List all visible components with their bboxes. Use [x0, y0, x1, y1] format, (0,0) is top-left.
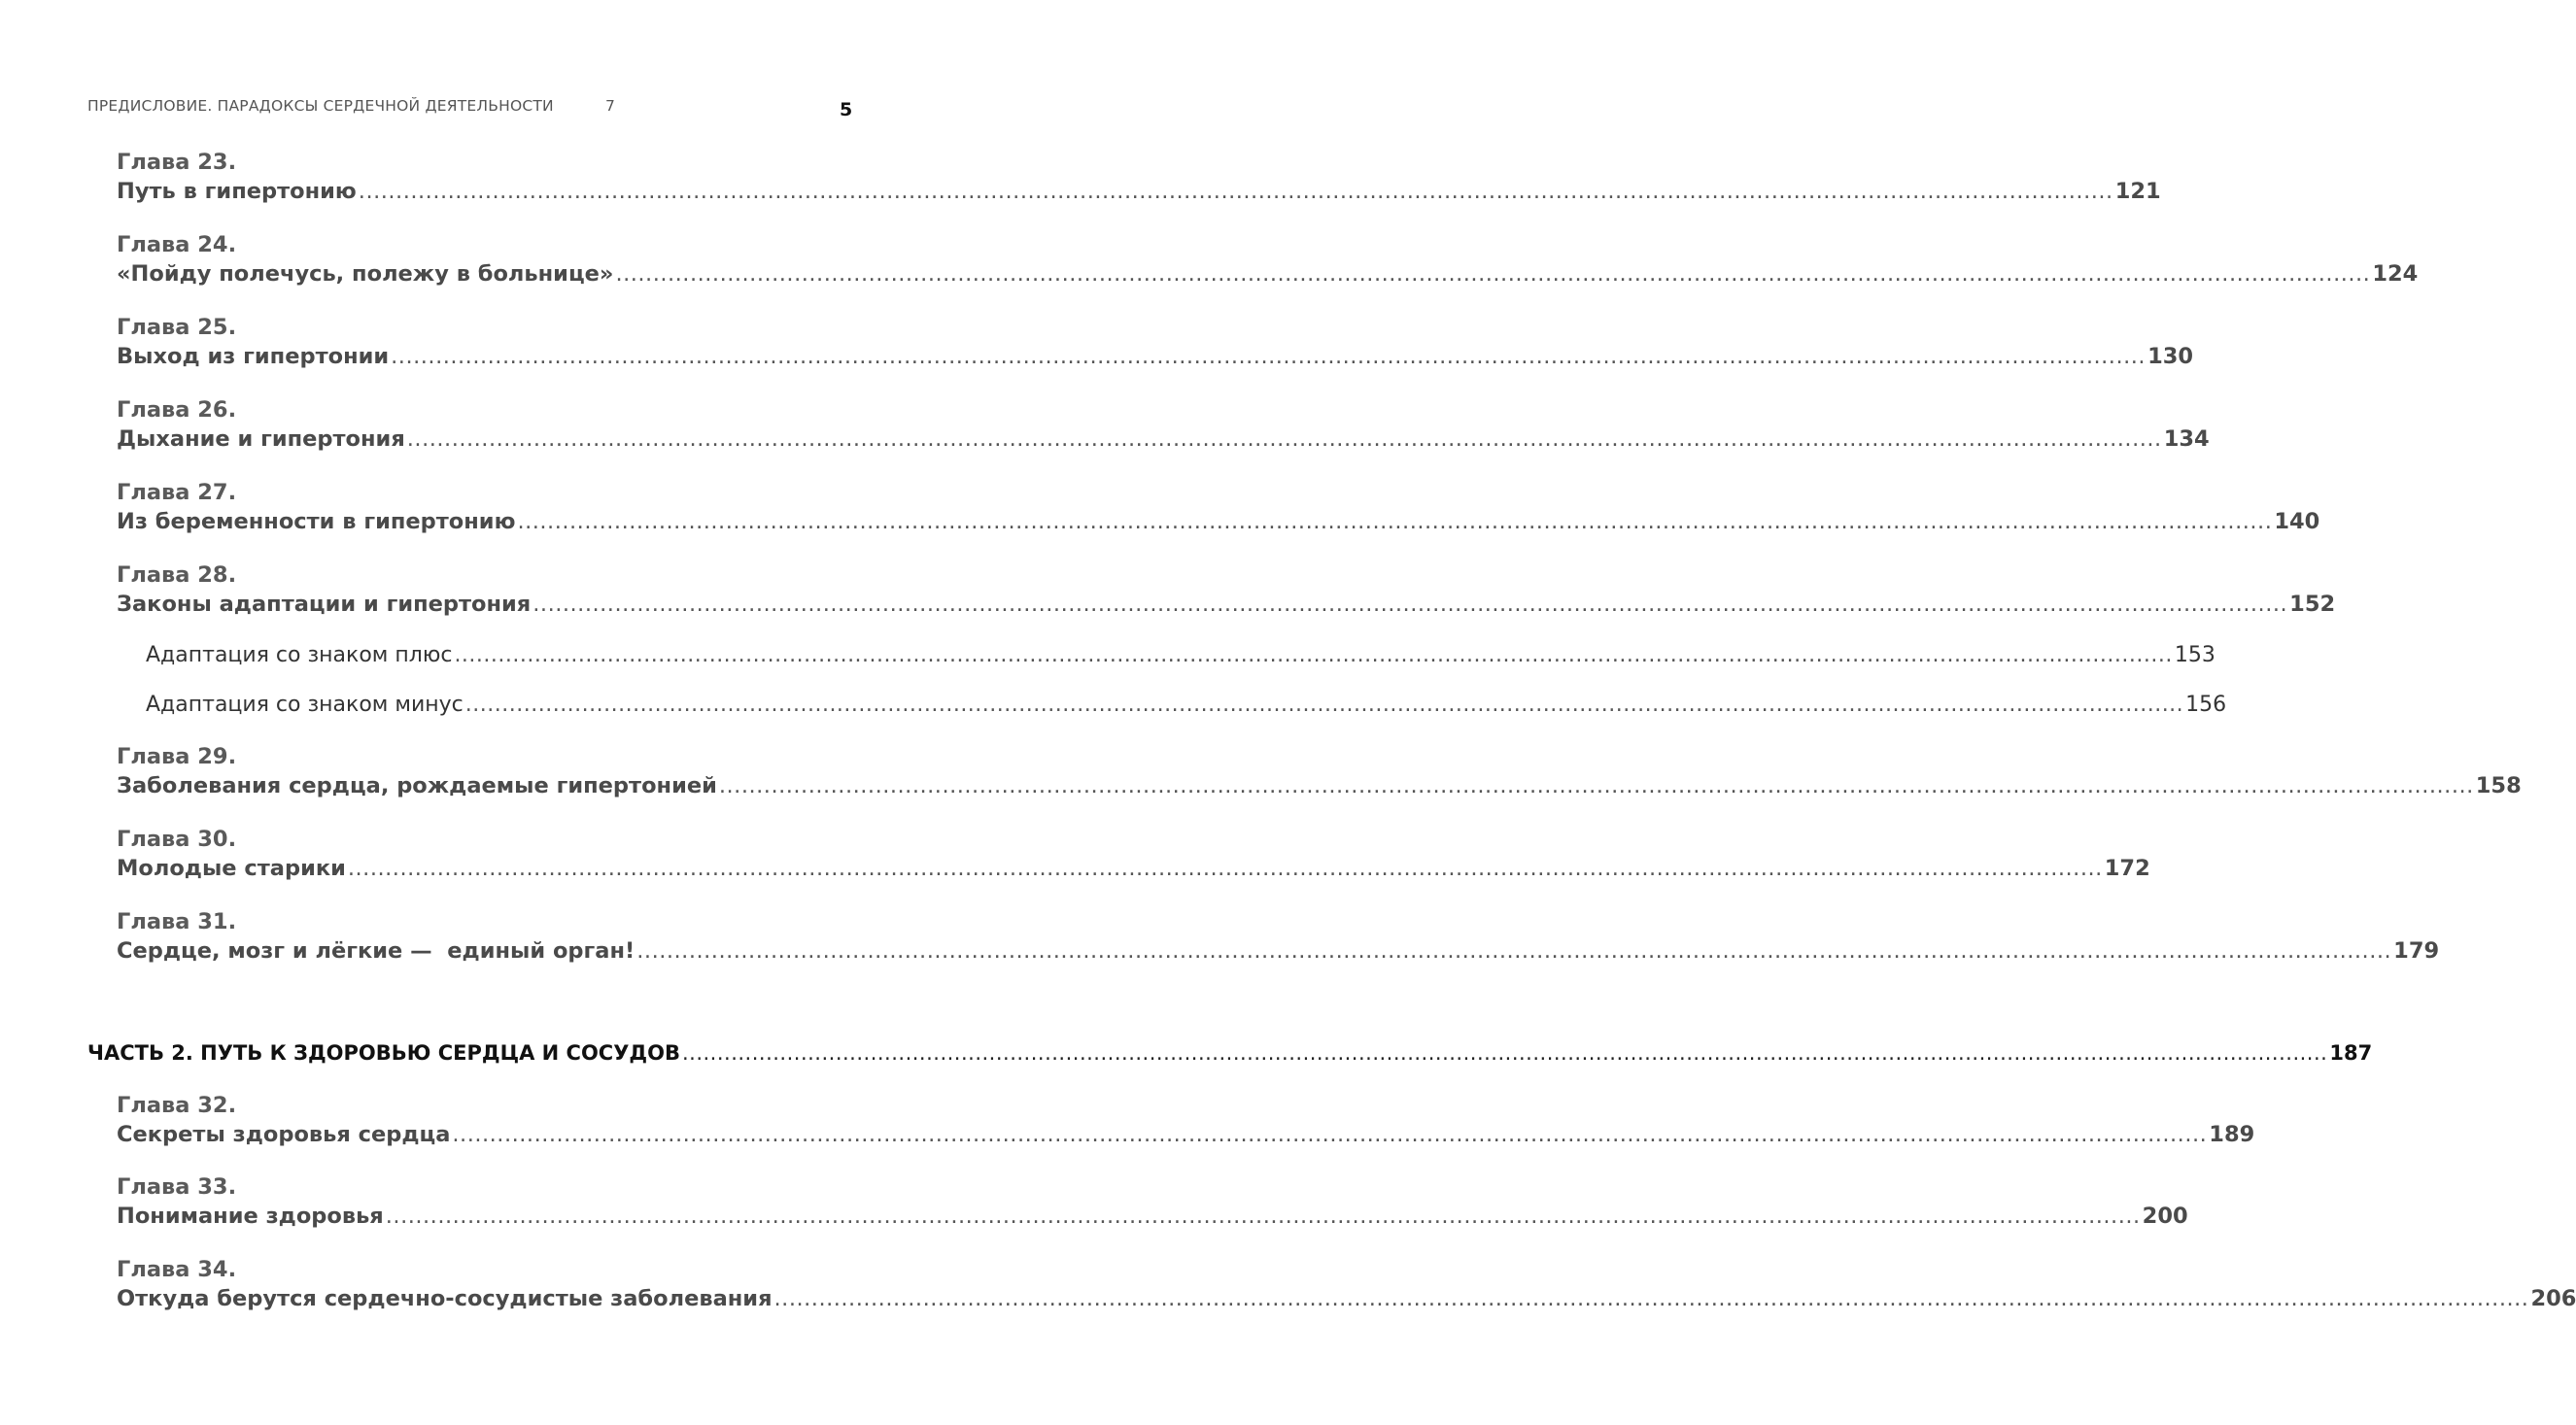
running-number: 7 [604, 97, 616, 115]
chapter-title: Дыхание и гипертония [117, 426, 405, 452]
dot-leader: ............................................................................................................................................................................................................................................ [454, 643, 2173, 667]
running-head [87, 97, 615, 115]
chapter-title: «Пойду полечусь, полежу в больнице» [117, 261, 614, 287]
toc-line [87, 1038, 2373, 1068]
chapter-title: Выход из гипертонии [117, 344, 390, 369]
dot-leader: ............................................................................................................................................................................................................................................ [385, 1204, 2141, 1229]
chapter-title: Сердце, мозг и лёгкие — единый орган! [117, 938, 635, 964]
dot-leader: ............................................................................................................................................................................................................................................ [406, 426, 2162, 452]
part-title: ЧАСТЬ 2. ПУТЬ К ЗДОРОВЬЮ СЕРДЦА И СОСУДОВ [87, 1041, 680, 1065]
subsection-page: 156 [2185, 693, 2227, 717]
dot-leader: ............................................................................................................................................................................................................................................ [773, 1286, 2529, 1311]
chapter-label: Глава 23. [117, 150, 237, 175]
toc-entry-chapter-28[interactable] [117, 560, 2336, 619]
chapter-label: Глава 26. [117, 397, 237, 423]
chapter-label: Глава 25. [117, 315, 237, 340]
chapter-page: 189 [2209, 1122, 2255, 1147]
chapter-title: Законы адаптации и гипертония [117, 592, 532, 617]
dot-leader: ............................................................................................................................................................................................................................................ [517, 509, 2273, 534]
dot-leader: ............................................................................................................................................................................................................................................ [615, 261, 2371, 287]
toc-line [117, 771, 2522, 800]
chapter-page: 124 [2372, 261, 2419, 287]
toc-entry-subsection-minus[interactable] [146, 691, 2227, 720]
toc-entry-chapter-27[interactable] [117, 478, 2320, 536]
dot-leader: ............................................................................................................................................................................................................................................ [464, 693, 2184, 717]
dot-leader: ............................................................................................................................................................................................................................................ [358, 179, 2113, 204]
chapter-label: Глава 24. [117, 232, 237, 257]
toc-line [117, 854, 2150, 883]
chapter-title: Путь в гипертонию [117, 179, 357, 204]
chapter-page: 158 [2475, 773, 2522, 798]
toc-line [117, 424, 2210, 454]
toc-entry-chapter-29[interactable] [117, 742, 2522, 800]
chapter-label: Глава 34. [117, 1257, 237, 1282]
toc-entry-chapter-33[interactable] [117, 1172, 2188, 1231]
toc-entry-part-2[interactable] [87, 1038, 2373, 1068]
chapter-page: 200 [2142, 1204, 2188, 1229]
running-title: ПРЕДИСЛОВИЕ. ПАРАДОКСЫ СЕРДЕЧНОЙ ДЕЯТЕЛЬНОСТИ [87, 97, 554, 115]
chapter-page: 206 [2530, 1286, 2576, 1311]
toc-entry-subsection-plus[interactable] [146, 641, 2215, 670]
subsection-title: Адаптация со знаком плюс [146, 643, 453, 667]
chapter-label: Глава 27. [117, 480, 237, 505]
chapter-label: Глава 33. [117, 1174, 237, 1200]
page-number: 5 [840, 99, 853, 120]
chapter-label: Глава 29. [117, 744, 237, 769]
chapter-page: 121 [2114, 179, 2161, 204]
dot-leader: ............................................................................................................................................................................................................................................ [391, 344, 2147, 369]
chapter-page: 179 [2393, 938, 2440, 964]
chapter-title: Секреты здоровья сердца [117, 1122, 451, 1147]
chapter-title: Из беременности в гипертонию [117, 509, 516, 534]
part-page: 187 [2329, 1041, 2373, 1065]
toc-line [117, 342, 2194, 371]
chapter-page: 134 [2163, 426, 2210, 452]
toc-line [117, 507, 2320, 536]
toc-line [117, 1202, 2188, 1231]
chapter-label: Глава 28. [117, 562, 237, 588]
toc-entry-chapter-31[interactable] [117, 907, 2440, 966]
toc-line [117, 590, 2336, 619]
chapter-page: 130 [2147, 344, 2194, 369]
toc-line [117, 177, 2161, 206]
toc-line [117, 259, 2419, 288]
toc-entry-chapter-25[interactable] [117, 313, 2194, 371]
dot-leader: ............................................................................................................................................................................................................................................ [347, 856, 2103, 881]
dot-leader: ............................................................................................................................................................................................................................................ [532, 592, 2288, 617]
chapter-label: Глава 32. [117, 1093, 237, 1118]
toc-line [117, 1120, 2255, 1149]
chapter-title: Заболевания сердца, рождаемые гипертонией [117, 773, 717, 798]
dot-leader: ............................................................................................................................................................................................................................................ [636, 938, 2392, 964]
chapter-label: Глава 30. [117, 827, 237, 852]
dot-leader: ............................................................................................................................................................................................................................................ [452, 1122, 2208, 1147]
toc-line [117, 936, 2440, 966]
toc-entry-chapter-24[interactable] [117, 230, 2419, 288]
toc-entry-chapter-23[interactable] [117, 148, 2161, 206]
dot-leader: ............................................................................................................................................................................................................................................ [681, 1041, 2328, 1065]
toc-entry-chapter-34[interactable] [117, 1255, 2576, 1313]
subsection-title: Адаптация со знаком минус [146, 693, 464, 717]
toc-line [146, 691, 2227, 720]
toc-line [117, 1284, 2576, 1313]
dot-leader: ............................................................................................................................................................................................................................................ [718, 773, 2474, 798]
toc-entry-chapter-26[interactable] [117, 395, 2210, 454]
chapter-title: Молодые старики [117, 856, 346, 881]
chapter-title: Откуда берутся сердечно-сосудистые заболевания [117, 1286, 773, 1311]
chapter-page: 172 [2104, 856, 2150, 881]
chapter-page: 140 [2274, 509, 2320, 534]
chapter-page: 152 [2289, 592, 2336, 617]
toc-entry-chapter-32[interactable] [117, 1091, 2255, 1149]
toc-entry-chapter-30[interactable] [117, 825, 2150, 883]
subsection-page: 153 [2174, 643, 2215, 667]
toc-line [146, 641, 2215, 670]
chapter-title: Понимание здоровья [117, 1204, 384, 1229]
chapter-label: Глава 31. [117, 909, 237, 934]
